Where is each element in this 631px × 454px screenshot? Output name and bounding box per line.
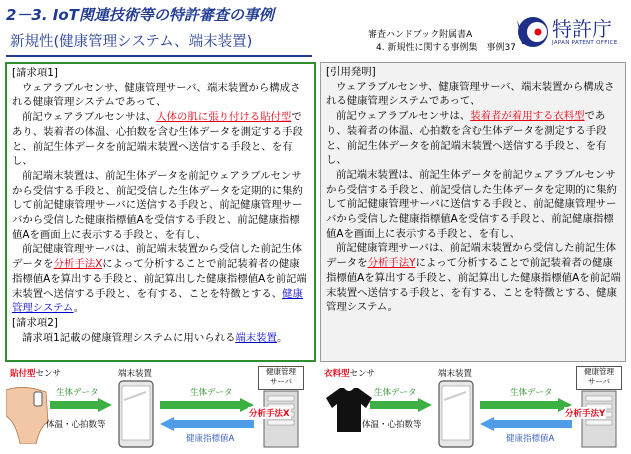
cited-diagram-biodata-label: 生体データ [374, 388, 417, 398]
cited-heading: [引用発明] [326, 66, 376, 78]
cited-server-lead: 前記健康管理サーバは、前記端末装置から受信した前記生体データを [326, 242, 617, 270]
cited-server-rest: によって分析することで前記装着者の健康指標値Aを算出する手段と、前記算出した健康指標値Aを前記端末装置へ送信する手段と、を有する、ことを特徴とする、健康管理システム。 [326, 257, 621, 314]
claim-diagram-biodata-label-2: 生体データ [190, 388, 233, 398]
cited-sensor-rest: であり、装着者の体温、心拍数を含む生体データを測定する手段と、前記生体データを前記端末装置へ送信する手段と、を有し、 [326, 110, 607, 167]
claim-diagram-server-label-line1: 健康管理 [266, 367, 296, 376]
cited-invention-text [326, 65, 621, 315]
claim2-heading: [請求項2] [12, 316, 58, 329]
logo-subtext: JAPAN PATENT OFFICE [552, 40, 618, 46]
claim-diagram-terminal-label: 端末装置 [118, 369, 153, 379]
claim1-sensor-element [12, 110, 310, 169]
cited-diagram-server-label-line2: サーバ [587, 377, 611, 386]
cited-sensor-lead: 前記ウェアラブルセンサは、 [336, 110, 471, 123]
cited-diagram-index-label: 健康指標値A [506, 434, 555, 444]
claim-diagram-biodata-label: 生体データ [56, 388, 99, 398]
cited-diagram-biodata-arrow [370, 398, 432, 412]
cited-diagram [318, 364, 631, 454]
arm-patch-sensor-icon [6, 382, 54, 444]
claim-diagram-server-label-line2: サーバ [269, 377, 293, 386]
claim-diagram-index-label: 健康指標値A [186, 434, 235, 444]
claim1-method-highlight: 分析手法X [53, 258, 103, 271]
claim1-server-lead: 前記健康管理サーバは、前記端末装置から受信した前記生体データを [12, 243, 303, 271]
cited-diagram-tablet-icon [438, 380, 474, 448]
claim2-body [12, 331, 310, 346]
cited-terminal-element: 前記端末装置は、前記生体データを前記ウェアラブルセンサから受信する手段と、前記受信した生体データを定期的に集約して前記健康管理サーバに送信する手段と、前記健康管理サーバから受信した健康指標値Aを受信する手段と、前記健康指標値Aを画面上に表示する手段と、を有し、 [326, 168, 617, 240]
claim1-preamble: ウェアラブルセンサ、健康管理サーバ、端末装置から構成される健康管理システムであって、 [12, 81, 301, 109]
claim2-terminal-highlight: 端末装置 [235, 331, 277, 344]
subtitle-underline [6, 55, 312, 57]
claim-text [12, 66, 310, 345]
page-subtitle: 新規性(健康管理システム、端末装置) [10, 34, 253, 50]
cited-diagram-server-label-box [576, 366, 622, 390]
page-title: 2－3. IoT関連技術等の特許審査の事例 [6, 6, 274, 24]
claim-diagram-upload-arrow [160, 398, 254, 412]
cited-diagram-vitals-label: 体温・心拍数等 [362, 420, 422, 430]
cited-diagram-sensor-type: 衣料型 [324, 369, 350, 379]
claim1-terminal-element: 前記端末装置は、前記生体データを前記ウェアラブルセンサから受信する手段と、前記受信した生体データを定期的に集約して前記健康管理サーバに送信する手段と、前記健康管理サーバから受信した健康指標値Aを受信する手段と、前記健康指標値Aを画面上に表示する手段と、を有し、 [12, 169, 303, 241]
jpo-logo-icon [513, 14, 549, 50]
cited-sensor-highlight: 装着者が着用する衣料型 [470, 110, 585, 123]
cited-diagram-sensor-label [324, 367, 375, 379]
claim1-sensor-highlight: 人体の肌に張り付ける貼付型 [156, 111, 292, 124]
logo-text: 特許庁 [552, 17, 612, 41]
claim-diagram-vitals-label: 体温・心拍数等 [46, 420, 106, 430]
cited-invention-panel [320, 62, 626, 362]
cited-diagram-index-arrow [480, 417, 572, 431]
claim-diagram-server-icon [262, 390, 300, 448]
claim-panel [5, 62, 316, 362]
cited-diagram-biodata-label-2: 生体データ [510, 388, 553, 398]
cited-diagram-method-label: 分析手法Y [565, 409, 606, 419]
claim-diagram-index-arrow [160, 417, 254, 431]
claim1-system-highlight: 健康管理システム [12, 287, 303, 315]
claim-diagram-method-label: 分析手法X [249, 409, 290, 419]
cited-diagram-server-icon [580, 390, 618, 448]
claim2-period: 。 [276, 331, 288, 344]
claim-diagram-sensor-label [10, 367, 61, 379]
cited-method-highlight: 分析手法Y [367, 257, 416, 270]
claim1-sensor-lead: 前記ウェアラブルセンサは、 [22, 111, 157, 124]
claim-diagram-tablet-icon [118, 380, 154, 448]
cited-diagram-upload-arrow [480, 398, 572, 412]
claim-diagram-sensor-suffix: センサ [35, 369, 62, 379]
cited-diagram-server-label-line1: 健康管理 [584, 367, 614, 376]
reference-source-line2: 4. 新規性に関する事例集 事例37 [376, 43, 516, 53]
cited-sensor-element [326, 109, 621, 168]
claim-diagram [0, 364, 316, 454]
claim-diagram-server-label-box [258, 366, 304, 390]
claim1-server-element [12, 242, 310, 316]
claim-diagram-biodata-arrow [50, 398, 112, 412]
cited-preamble: ウェアラブルセンサ、健康管理サーバ、端末装置から構成される健康管理システムであって、 [326, 80, 615, 108]
claim2-lead: 請求項1記載の健康管理システムに用いられる [22, 331, 236, 344]
cited-diagram-sensor-suffix: センサ [349, 369, 376, 379]
claim1-sensor-rest: であり、装着者の体温、心拍数を含む生体データを測定する手段と、前記生体データを前記端末装置へ送信する手段と、を有し、 [12, 111, 303, 168]
claim1-server-rest: によって分析することで前記装着者の健康指標値Aを算出する手段と、前記算出した健康指標値Aを前記端末装置へ送信する手段と、を有する、ことを特徴とする、 [12, 258, 307, 300]
claim-diagram-sensor-type: 貼付型 [10, 369, 36, 379]
claim1-period: 。 [73, 302, 85, 315]
claim1-heading: [請求項1] [12, 67, 58, 79]
reference-source-line1: 審査ハンドブック附属書A [368, 30, 473, 40]
cited-diagram-terminal-label: 端末装置 [438, 369, 473, 379]
cited-server-element [326, 241, 621, 315]
